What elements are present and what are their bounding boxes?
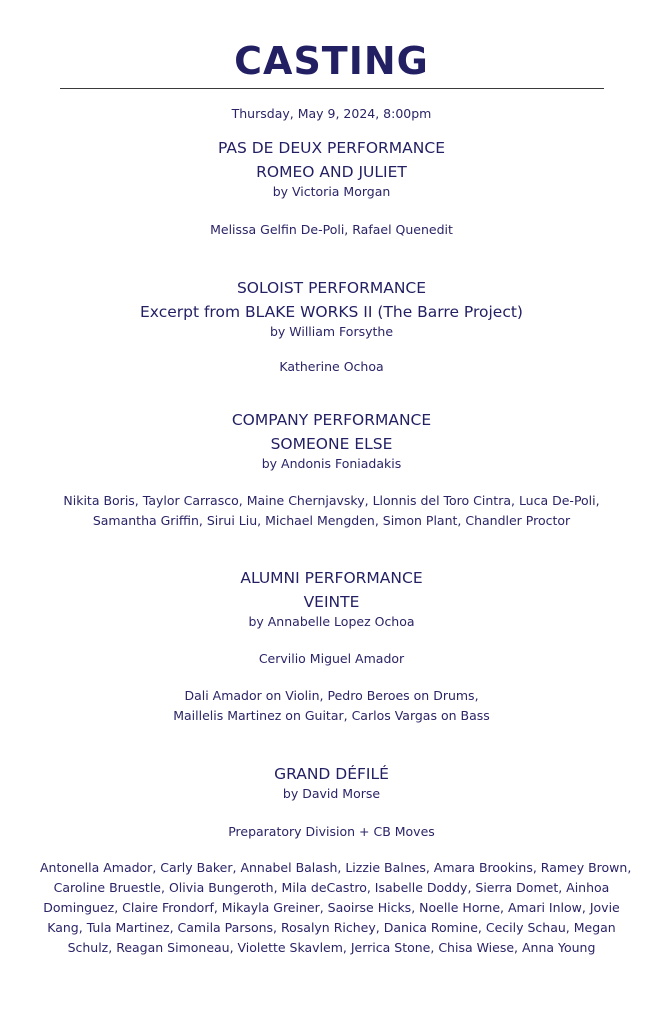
work-title: Excerpt from BLAKE WORKS II (The Barre Project) <box>140 303 523 321</box>
section-heading: GRAND DÉFILÉ <box>274 765 389 783</box>
work-title: SOMEONE ELSE <box>270 435 393 453</box>
cast-list: Katherine Ochoa <box>279 359 384 374</box>
cast-list <box>40 491 623 531</box>
section-heading: ALUMNI PERFORMANCE <box>240 569 423 587</box>
choreographer-byline: by Annabelle Lopez Ochoa <box>248 614 415 629</box>
musicians-list <box>40 686 623 726</box>
musicians-line: Maillelis Martinez on Guitar, Carlos Vargas on Bass <box>173 708 490 723</box>
section-heading: COMPANY PERFORMANCE <box>231 411 432 429</box>
cast-list-line: Samantha Griffin, Sirui Liu, Michael Mengden, Simon Plant, Chandler Proctor <box>92 513 571 528</box>
cast-list-line: Dominguez, Claire Frondorf, Mikayla Greiner, Saoirse Hicks, Noelle Horne, Amari Inlow, Jovie <box>43 900 620 915</box>
section-heading: SOLOIST PERFORMANCE <box>236 279 427 297</box>
work-title: VEINTE <box>303 593 360 611</box>
cast-list-line: Caroline Bruestle, Olivia Bungeroth, Mila deCastro, Isabelle Doddy, Sierra Domet, Ainhoa <box>53 880 610 895</box>
division-list: Preparatory Division + CB Moves <box>228 824 435 839</box>
choreographer-byline: by Victoria Morgan <box>272 184 391 199</box>
page-title: CASTING <box>234 39 429 83</box>
musicians-line: Dali Amador on Violin, Pedro Beroes on Drums, <box>184 688 479 703</box>
choreographer-byline: by Andonis Foniadakis <box>261 456 402 471</box>
choreographer-byline: by David Morse <box>282 786 381 801</box>
work-title: ROMEO AND JULIET <box>256 163 407 181</box>
cast-list <box>40 858 632 958</box>
cast-list-line: Nikita Boris, Taylor Carrasco, Maine Chernjavsky, Llonnis del Toro Cintra, Luca De-Poli, <box>63 493 600 508</box>
cast-list: Melissa Gelfin De-Poli, Rafael Quenedit <box>210 222 453 237</box>
section-heading: PAS DE DEUX PERFORMANCE <box>218 139 445 157</box>
title-divider <box>60 88 604 89</box>
cast-list: Cervilio Miguel Amador <box>258 651 405 666</box>
cast-list-line: Kang, Tula Martinez, Camila Parsons, Rosalyn Richey, Danica Romine, Cecily Schau, Megan <box>47 920 616 935</box>
cast-list-line: Antonella Amador, Carly Baker, Annabel Balash, Lizzie Balnes, Amara Brookins, Ramey Brown, <box>40 860 632 875</box>
cast-list-line: Schulz, Reagan Simoneau, Violette Skavlem, Jerrica Stone, Chisa Wiese, Anna Young <box>67 940 596 955</box>
choreographer-byline: by William Forsythe <box>269 324 394 339</box>
performance-date: Thursday, May 9, 2024, 8:00pm <box>231 106 432 121</box>
